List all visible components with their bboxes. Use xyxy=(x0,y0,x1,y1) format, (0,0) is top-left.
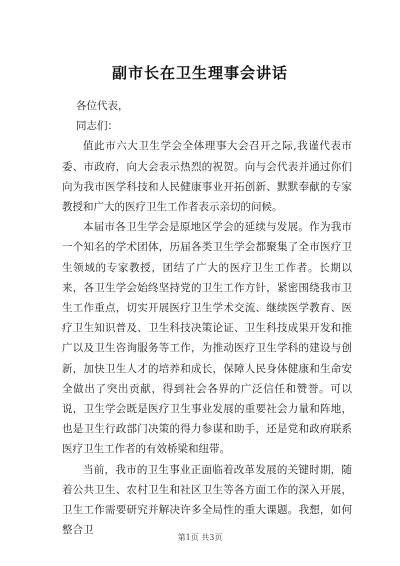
paragraph: 当前，我市的卫生事业正面临着改革发展的关键时期，随着公共卫生、农村卫生和社区卫生等各方面工作的深入开展，卫生工作需要研究并解决许多全局性的重大课题。我想，如何整合卫 xyxy=(62,463,352,537)
salutation-comrades: 同志们： xyxy=(76,120,118,133)
document-title: 副市长在卫生理事会讲话 xyxy=(111,64,288,82)
page-number: 第1页 共3页 xyxy=(177,533,223,542)
paragraph: 本届市各卫生学会是原地区学会的延续与发展。作为我市一个知名的学术团体，历届各类卫生学会都聚集了全市医疗卫生领域的专家教授，团结了广大的医疗卫生工作者。长期以来，各卫生学会始终坚持党的卫生工作方针，紧密围绕我市卫生工作重点，切实开展医疗卫生学术交流、继续医学教育、医疗卫生知识普及、卫生科技决策论证、卫生科技成果开发和推广以及卫生咨询服务等工作，为推动医疗卫生学科的建设与创新，加快卫生人才的培养和成长，保障人民身体健康和生命安全做出了突出贡献，得到社会各界的广泛信任和赞誉。可以说，卫生学会既是医疗卫生事业发展的重要社会力量和阵地，也是卫生行政部门决策的得力参谋和助手，还是党和政府联系医疗卫生工作者的有效桥梁和纽带。 xyxy=(62,221,352,456)
paragraph: 值此市六大卫生学会全体理事大会召开之际,我谨代表市委、市政府，向大会表示热烈的祝贺。向与会代表并通过你们向为我市医学科技和人民健康事业开拓创新、默默奉献的专家教授和广大的医疗卫生工作者表示亲切的问候。 xyxy=(62,140,352,214)
salutation-representatives: 各位代表， xyxy=(76,100,129,112)
document-body xyxy=(62,96,352,540)
